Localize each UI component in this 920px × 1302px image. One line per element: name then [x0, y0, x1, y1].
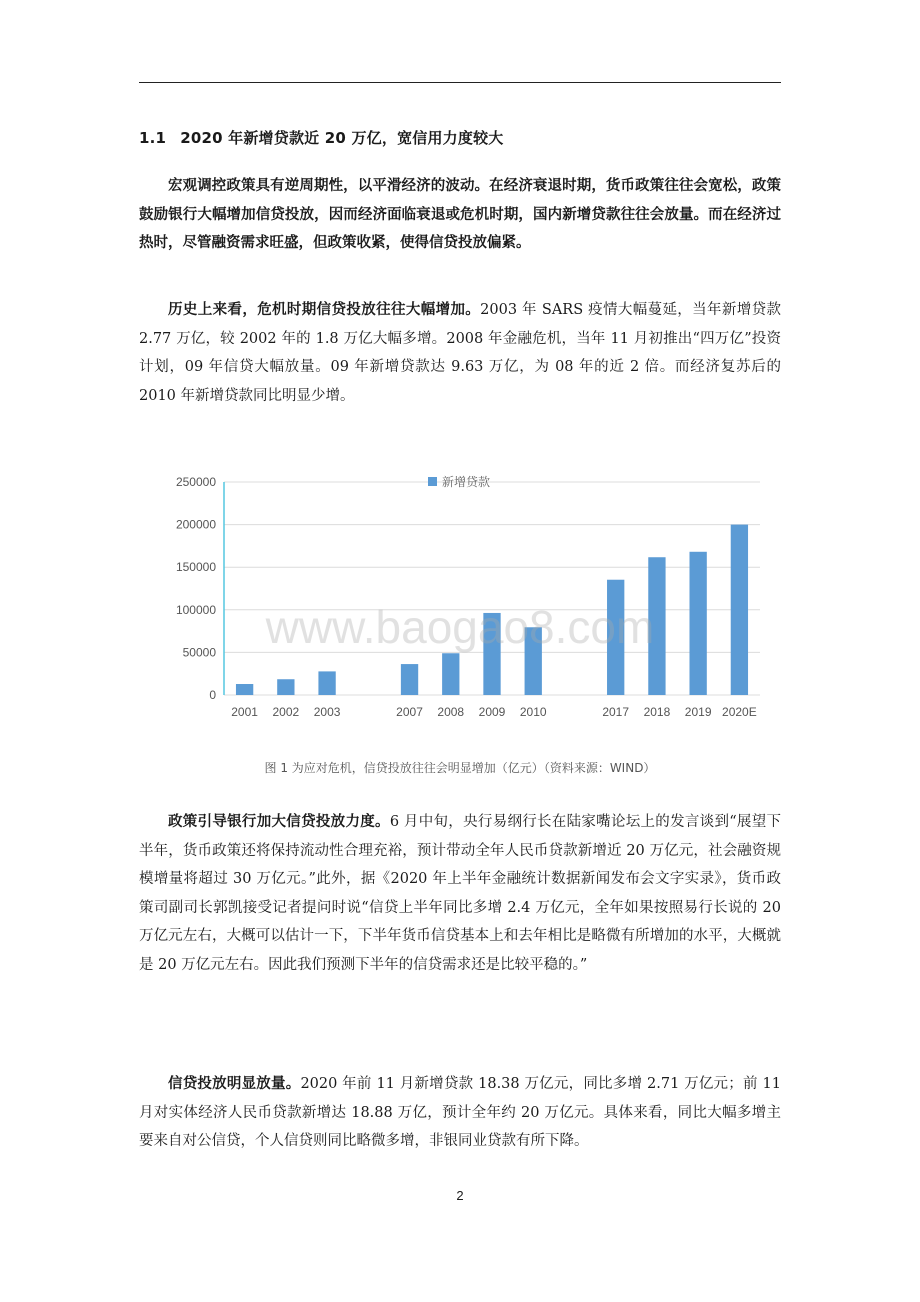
- y-tick-label: 0: [209, 688, 216, 702]
- paragraph-policy-body: 6 月中旬，央行易纲行长在陆家嘴论坛上的发言谈到“展望下半年，货币政策还将保持流动性合理充裕，预计带动全年人民币贷款新增近 20 万亿元，社会融资规模增量将超过 30 万亿元。”此外，据《2020 年上半年金融统计数据新闻发布会文字实录》，货币政策司副司长郭凯接受记者提问时说“信贷上半年同比多增 2.4 万亿元，全年如果按照易行长说的 20 万亿元左右，大概可以估计一下，下半年货币信贷基本上和去年相比是略微有所增加的水平，大概就是 20 万亿元左右。因此我们预测下半年的信贷需求还是比较平稳的。”: [139, 814, 782, 973]
- y-tick-label: 50000: [182, 645, 216, 660]
- x-tick-label: 2020E: [722, 705, 757, 719]
- paragraph-loans-body: 2020 年前 11 月新增贷款 18.38 万亿元，同比多增 2.71 万亿元；前 11 月对实体经济人民币贷款新增达 18.88 万亿，预计全年约 20 万亿元。具体来看，同比大幅多增主要来自对公信贷，个人信贷则同比略微多增，非银同业贷款有所下降。: [139, 1076, 781, 1149]
- x-tick-label: 2018: [643, 705, 671, 719]
- y-tick-label: 200000: [175, 517, 216, 532]
- section-heading: [139, 127, 781, 148]
- bar-2007: [401, 664, 418, 695]
- section-title: 2020 年新增贷款近 20 万亿，宽信用力度较大: [180, 129, 504, 147]
- bar-2009: [483, 613, 500, 695]
- y-tick-label: 150000: [175, 560, 216, 575]
- bar-2002: [277, 679, 294, 695]
- x-tick-label: 2003: [313, 705, 341, 719]
- x-tick-label: 2009: [478, 705, 506, 719]
- watermark: www.baogao8.com: [265, 601, 655, 653]
- legend-label: 新增贷款: [442, 475, 491, 489]
- paragraph-history-body: 2003 年 SARS 疫情大幅蔓延，当年新增贷款 2.77 万亿，较 2002 年的 1.8 万亿大幅多增。2008 年金融危机，当年 11 月初推出“四万亿”投资计划，09 年信贷大幅放量。09 年新增贷款达 9.63 万亿，为 08 年的近 2 倍。而经济复苏后的 2010 年新增贷款同比明显少增。: [139, 302, 781, 404]
- x-tick-label: 2002: [272, 705, 300, 719]
- x-tick-label: 2017: [602, 705, 630, 719]
- loan-bar-chart: [160, 465, 770, 725]
- paragraph-policy-lead: 政策引导银行加大信贷投放力度。: [168, 814, 390, 830]
- paragraph-history-lead: 历史上来看，危机时期信贷投放往往大幅增加。: [168, 302, 481, 318]
- figure-caption: 图 1 为应对危机，信贷投放往往会明显增加（亿元）（资料来源：WIND）: [264, 761, 656, 775]
- bar-2020E: [731, 525, 748, 695]
- paragraph-loans: [139, 1070, 781, 1156]
- paragraph-history: [139, 296, 781, 410]
- x-tick-label: 2007: [396, 705, 423, 719]
- paragraph-policy: [139, 808, 781, 979]
- section-number: 1.1: [139, 129, 167, 147]
- legend-swatch: [428, 477, 437, 486]
- x-tick-label: 2010: [519, 705, 547, 719]
- y-tick-label: 250000: [175, 475, 216, 489]
- bar-2001: [236, 684, 253, 695]
- paragraph-intro: 宏观调控政策具有逆周期性，以平滑经济的波动。在经济衰退时期，货币政策往往会宽松，政策鼓励银行大幅增加信贷投放，因而经济面临衰退或危机时期，国内新增贷款往往会放量。而在经济过热时，尽管融资需求旺盛，但政策收紧，使得信贷投放偏紧。: [139, 178, 781, 251]
- bar-2019: [689, 552, 706, 695]
- bar-2003: [318, 671, 335, 695]
- header-rule: [139, 82, 781, 83]
- bar-2010: [525, 627, 542, 695]
- paragraph-loans-lead: 信贷投放明显放量。: [168, 1076, 301, 1092]
- bar-2008: [442, 653, 459, 695]
- x-tick-label: 2008: [437, 705, 465, 719]
- x-tick-label: 2001: [231, 705, 258, 719]
- bar-2018: [648, 557, 665, 695]
- y-tick-label: 100000: [175, 602, 216, 617]
- x-tick-label: 2019: [684, 705, 712, 719]
- page-number: 2: [456, 1188, 464, 1203]
- bar-2017: [607, 580, 624, 695]
